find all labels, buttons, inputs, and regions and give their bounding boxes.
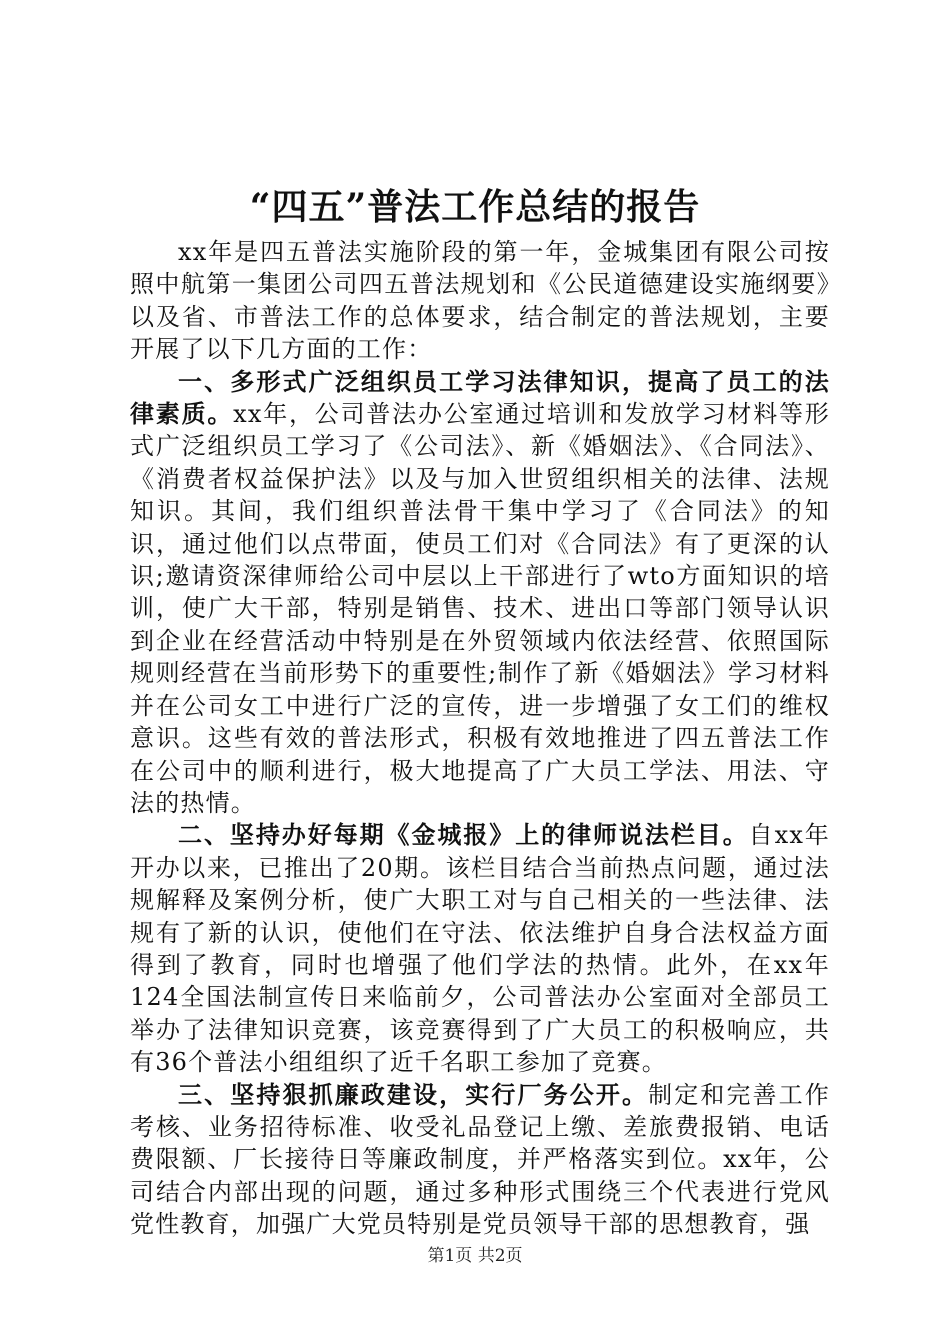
section-3-paragraph — [130, 1079, 830, 1241]
intro-paragraph: xx年是四五普法实施阶段的第一年，金城集团有限公司按照中航第一集团公司四五普法规划和《公民道德建设实施纲要》以及省、市普法工作的总体要求，结合制定的普法规划，主要开展了以下几方面的工作： — [130, 238, 830, 364]
document-body — [130, 236, 830, 1241]
section-1-heading: 一、多形式广泛组织员工学习法律知识，提高了员工的法律素质。 — [130, 366, 830, 429]
section-1-paragraph — [130, 366, 830, 820]
section-2-text: 自xx年开办以来，已推出了20期。该栏目结合当前热点问题，通过法规解释及案例分析，使广大职工对与自己相关的一些法律、法规有了新的认识，使他们在守法、依法维护自身合法权益方面得到了教育，同时也增强了他们学法的热情。此外，在xx年124全国法制宣传日来临前夕，公司普法办公室面对全部员工举办了法律知识竞赛，该竞赛得到了广大员工的积极响应，共有36个普法小组组织了近千名职工参加了竞赛。 — [130, 821, 830, 1077]
document-title: “四五”普法工作总结的报告 — [249, 186, 701, 228]
page-footer: 第1页 共2页 — [427, 1246, 523, 1266]
section-2-heading: 二、坚持办好每期《金城报》上的律师说法栏目。 — [178, 820, 749, 850]
section-3-text: 制定和完善工作考核、业务招待标准、收受礼品登记上缴、差旅费报销、电话费限额、厂长接待日等廉政制度，并严格落实到位。xx年，公司结合内部出现的问题，通过多种形式围绕三个代表进行党风党性教育，加强广大党员特别是党员领导干部的思想教育，强 — [130, 1080, 830, 1239]
section-2-paragraph — [130, 819, 830, 1078]
section-1-text: xx年，公司普法办公室通过培训和发放学习材料等形式广泛组织员工学习了《公司法》、新《婚姻法》、《合同法》、《消费者权益保护法》以及与加入世贸组织相关的法律、法规知识。其间，我们组织普法骨干集中学习了《合同法》的知识，通过他们以点带面，使员工们对《合同法》有了更深的认识;邀请资深律师给公司中层以上干部进行了wto方面知识的培训，使广大干部，特别是销售、技术、进出口等部门领导认识到企业在经营活动中特别是在外贸领域内依法经营、依照国际规则经营在当前形势下的重要性;制作了新《婚姻法》学习材料并在公司女工中进行广泛的宣传，进一步增强了女工们的维权意识。这些有效的普法形式，积极有效地推进了四五普法工作在公司中的顺利进行，极大地提高了广大员工学法、用法、守法的热情。 — [130, 400, 830, 817]
section-3-heading: 三、坚持狠抓廉政建设，实行厂务公开。 — [178, 1079, 649, 1109]
